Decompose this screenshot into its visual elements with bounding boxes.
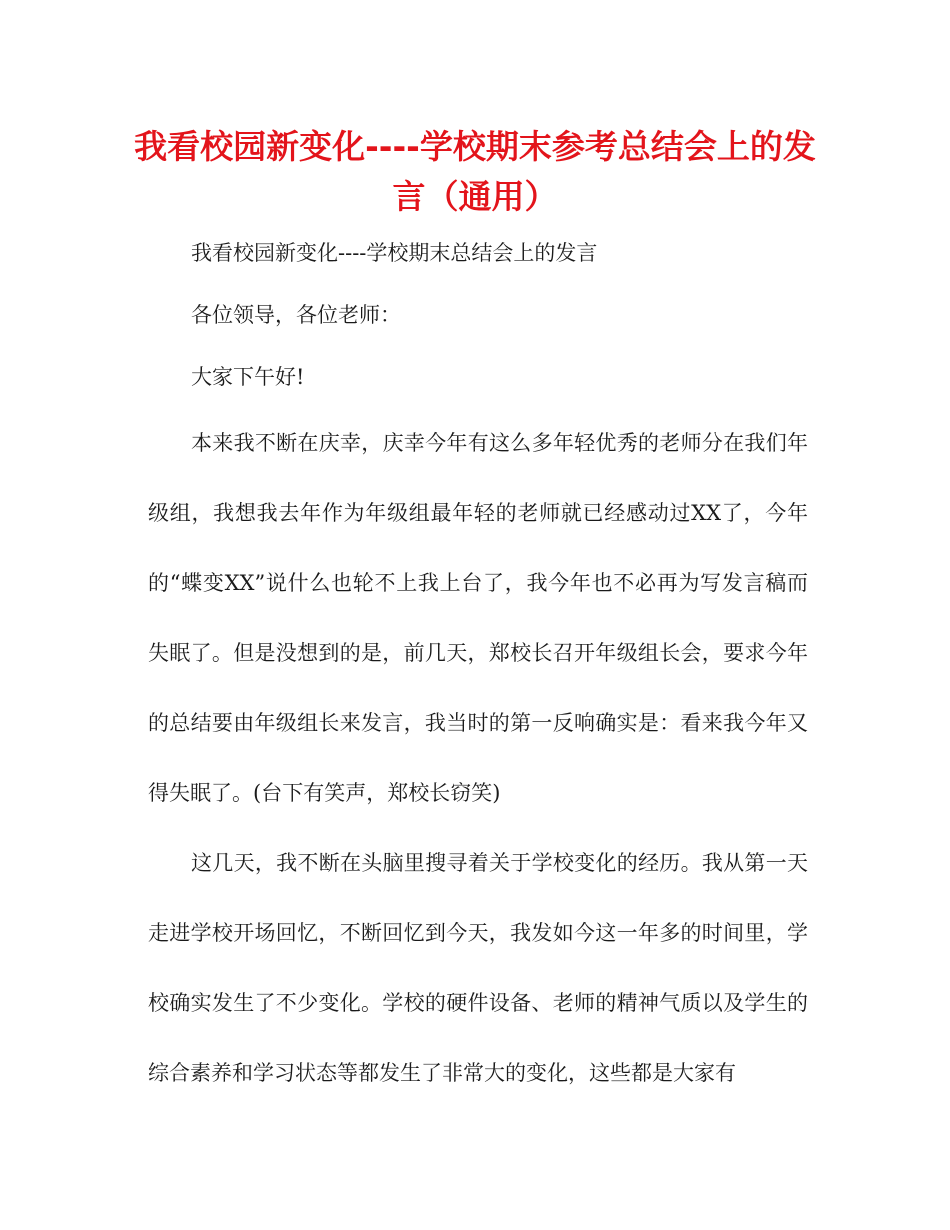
document-title: 我看校园新变化----学校期末参考总结会上的发言（通用） bbox=[134, 127, 816, 216]
document-body bbox=[148, 222, 808, 1108]
paragraph-salutation: 各位领导，各位老师： bbox=[191, 303, 401, 327]
paragraph-body-1: 本来我不断在庆幸，庆幸今年有这么多年轻优秀的老师分在我们年级组，我想我去年作为年级组最年轻的老师就已经感动过XX了，今年的“蝶变XX”说什么也轮不上我上台了，我今年也不必再为写发言稿而失眠了。但是没想到的是，前几天，郑校长召开年级组长会，要求今年的总结要由年级组长来发言，我当时的第一反响确实是：看来我今年又得失眠了。(台下有笑声，郑校长窃笑) bbox=[148, 431, 808, 805]
paragraph-body-2: 这几天，我不断在头脑里搜寻着关于学校变化的经历。我从第一天走进学校开场回忆，不断回忆到今天，我发如今这一年多的时间里，学校确实发生了不少变化。学校的硬件设备、老师的精神气质以及学生的综合素养和学习状态等都发生了非常大的变化，这些都是大家有 bbox=[148, 851, 808, 1085]
paragraph-subtitle: 我看校园新变化----学校期末总结会上的发言 bbox=[191, 241, 598, 265]
paragraph-greeting: 大家下午好! bbox=[191, 365, 305, 389]
